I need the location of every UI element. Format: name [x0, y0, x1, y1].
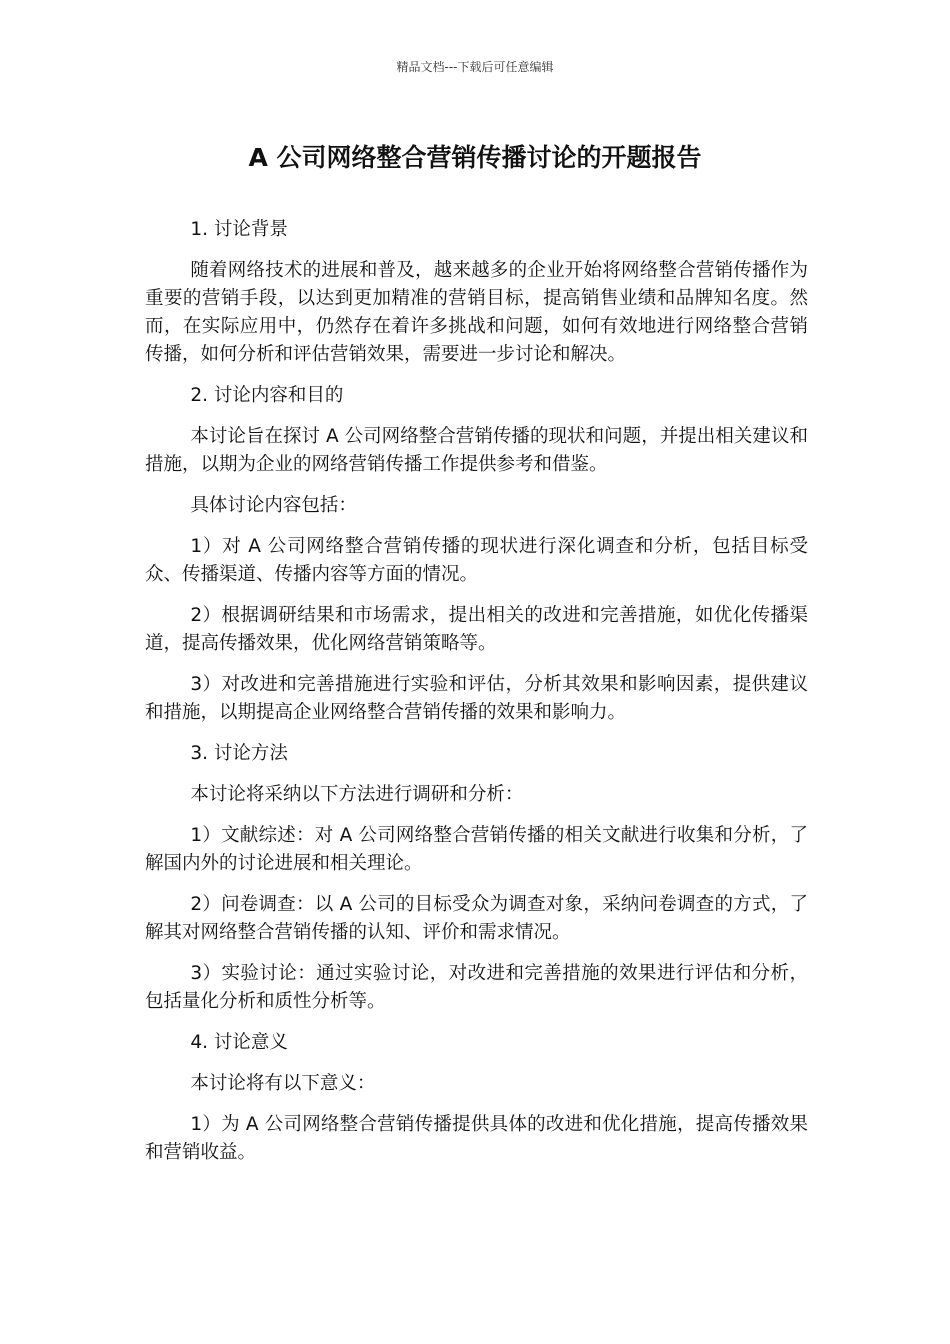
list-item-significance-1: 1）为 A 公司网络整合营销传播提供具体的改进和优化措施，提高传播效果和营销收益。: [145, 1114, 808, 1163]
list-item-method-3: 3）实验讨论：通过实验讨论，对改进和完善措施的效果进行评估和分析，包括量化分析和质性分析等。: [145, 963, 808, 1012]
list-item-method-2: 2）问卷调查：以 A 公司的目标受众为调查对象，采纳问卷调查的方式，了解其对网络整合营销传播的认知、评价和需求情况。: [145, 894, 808, 943]
document-body: [145, 216, 808, 1180]
section-heading-significance: 4. 讨论意义: [190, 1032, 288, 1053]
document-title: A 公司网络整合营销传播讨论的开题报告: [248, 143, 702, 172]
list-item-content-1: 1）对 A 公司网络整合营销传播的现状进行深化调查和分析，包括目标受众、传播渠道、传播内容等方面的情况。: [145, 536, 808, 585]
list-item-method-1: 1）文献综述：对 A 公司网络整合营销传播的相关文献进行收集和分析，了解国内外的讨论进展和相关理论。: [145, 825, 808, 874]
paragraph-significance-intro: 本讨论将有以下意义：: [190, 1073, 376, 1094]
section-heading-content-purpose: 2. 讨论内容和目的: [190, 385, 344, 406]
paragraph-methods-intro: 本讨论将采纳以下方法进行调研和分析：: [190, 784, 524, 805]
list-item-content-3: 3）对改进和完善措施进行实验和评估，分析其效果和影响因素，提供建议和措施，以期提高企业网络整合营销传播的效果和影响力。: [145, 674, 808, 723]
paragraph-purpose: 本讨论旨在探讨 A 公司网络整合营销传播的现状和问题，并提出相关建议和措施，以期为企业的网络营销传播工作提供参考和借鉴。: [145, 426, 808, 475]
section-heading-background: 1. 讨论背景: [190, 219, 288, 240]
paragraph-content-intro: 具体讨论内容包括：: [190, 495, 357, 516]
paragraph-background: 随着网络技术的进展和普及，越来越多的企业开始将网络整合营销传播作为重要的营销手段，以达到更加精准的营销目标，提高销售业绩和品牌知名度。然而，在实际应用中，仍然存在着许多挑战和问题，如何有效地进行网络整合营销传播，如何分析和评估营销效果，需要进一步讨论和解决。: [145, 260, 808, 365]
section-heading-methods: 3. 讨论方法: [190, 743, 288, 764]
page-header-note: 精品文档---下载后可任意编辑: [396, 60, 554, 74]
list-item-content-2: 2）根据调研结果和市场需求，提出相关的改进和完善措施，如优化传播渠道，提高传播效果，优化网络营销策略等。: [145, 605, 808, 654]
